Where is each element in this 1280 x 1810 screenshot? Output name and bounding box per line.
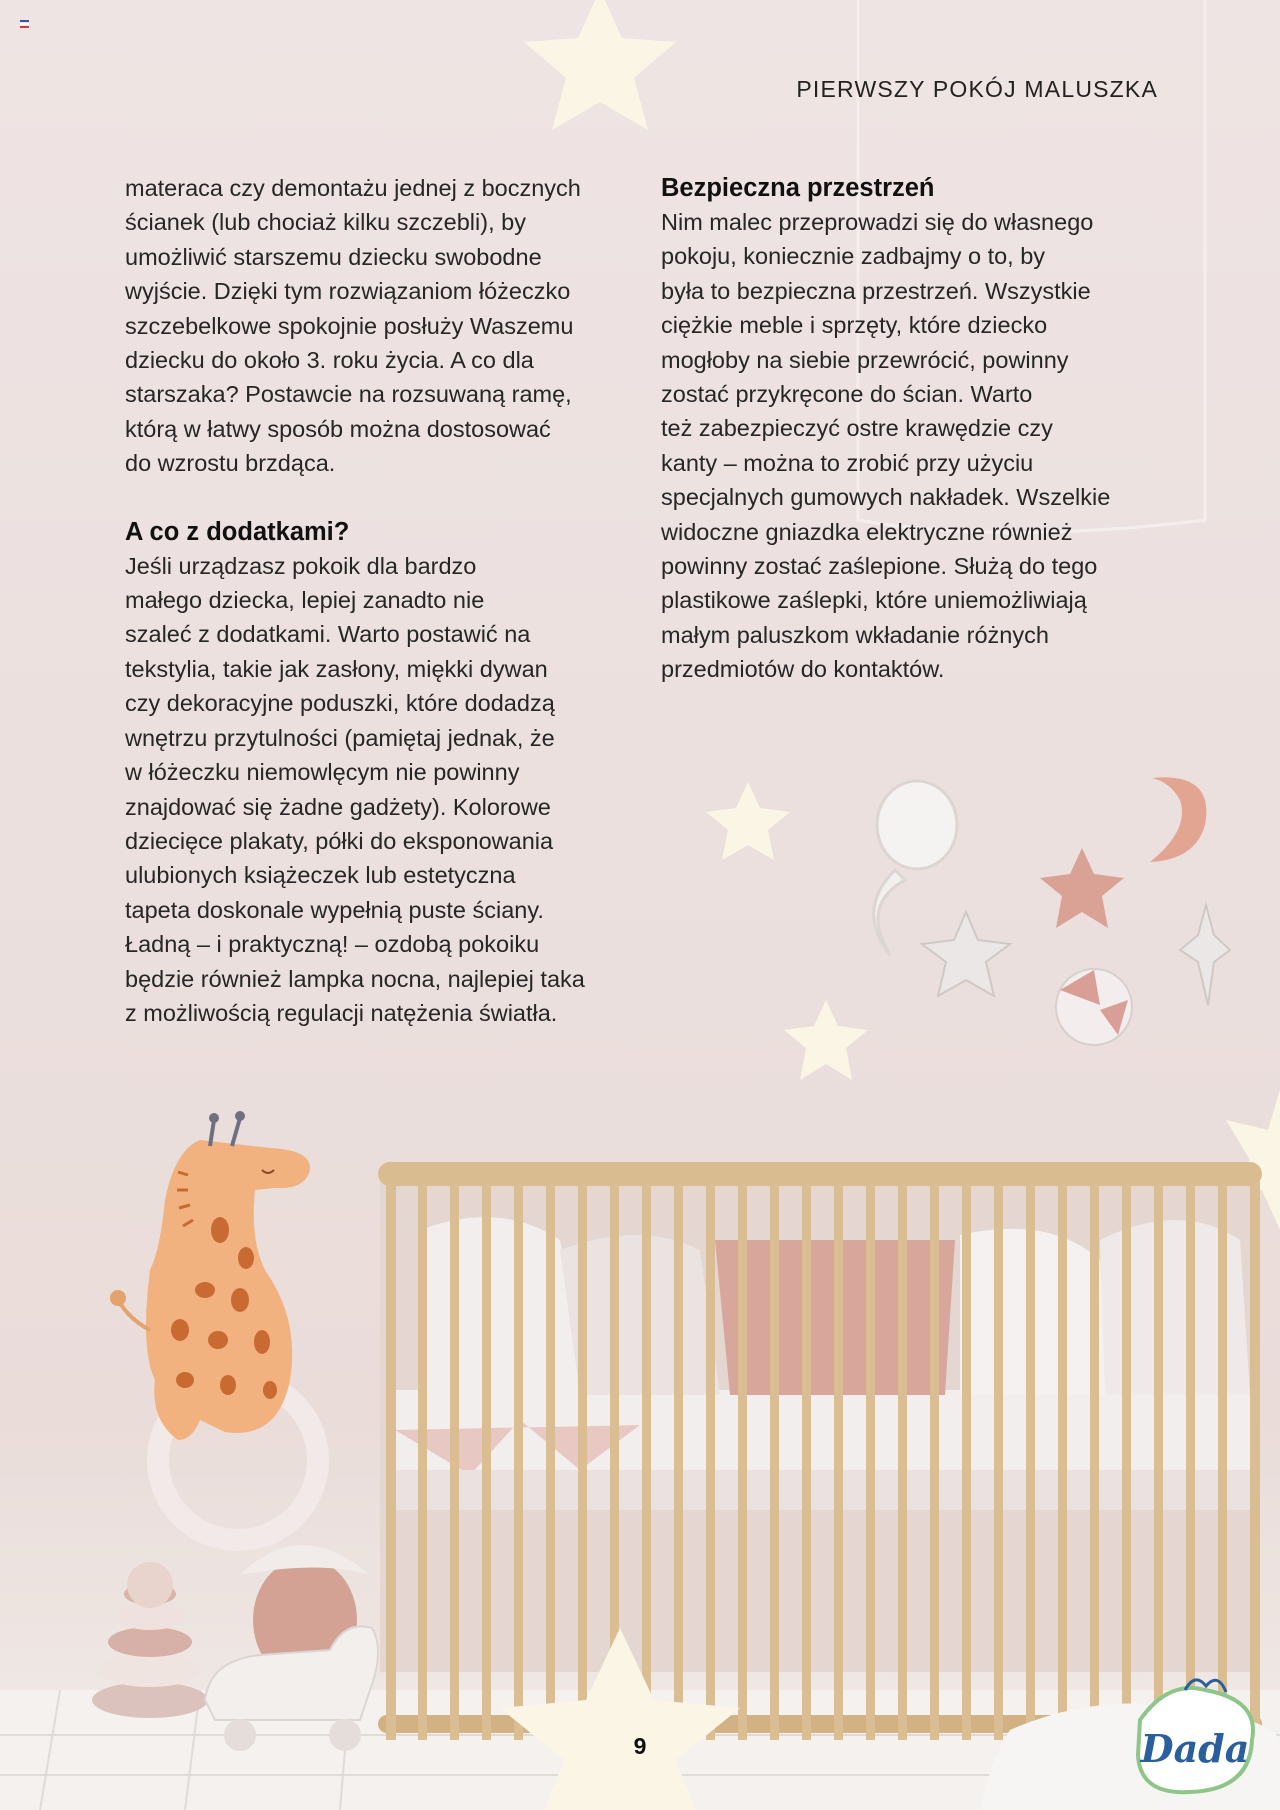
star-small-2-icon [784, 1000, 868, 1080]
giraffe-tail [118, 1300, 150, 1330]
right-column [661, 171, 1181, 687]
star-toy-grey [922, 912, 1010, 996]
stacking-toy [92, 1562, 208, 1718]
section-heading-safe-space: Bezpieczna przestrzeń [661, 174, 935, 202]
section-paragraph-safe-space: Nim malec przeprowadzi się do własnego pokoju, koniecznie zadbajmy o to, by była to bezpieczna przestrzeń. Wszystkie ciężkie meble i sprzęty, które dziecko mogłoby na siebie przewrócić, powinny zostać przykręcone do ścian. Warto też zabezpieczyć ostre krawędzie czy kanty – można to zrobić przy użyciu specjalnych gumowych nakładek. Wszelkie widoczne gniazdka elektryczne również powinny zostać zaślepione. Służą do tego plastikowe zaślepki, które uniemożliwiają małym paluszkom wkładanie różnych przedmiotów do kontaktów. [661, 209, 1111, 683]
cloud-toy [877, 781, 957, 869]
giraffe-body [146, 1140, 310, 1440]
star-toy-side [1180, 905, 1230, 1005]
dada-logo-text: Dada [1140, 1726, 1250, 1771]
left-column [125, 171, 645, 1030]
star-toy-pink [1040, 848, 1124, 928]
section-paragraph-accessories: Jeśli urządzasz pokoik dla bardzo małego dziecka, lepiej zanadto nie szaleć z dodatkami. Warto postawić na tekstylia, takie jak zasłony, miękki dywan czy dekoracyjne poduszki, które dodadzą wnętrzu przytulności (pamiętaj jednak, że w łóżeczku niemowlęcym nie powinny znajdować się żadne gadżety). Kolorowe dziecięce plakaty, półki do eksponowania ulubionych książeczek lub estetyczna tapeta doskonale wypełnią puste ściany. Ładną – i praktyczną! – ozdobą pokoiku będzie również lampka nocna, najlepiej taka z możliwością regulacji natężenia światła. [125, 552, 585, 1026]
intro-paragraph: materaca czy demontażu jednej z bocznych ścianek (lub chociaż kilku szczebli), by umożliwić starszemu dziecku swobodne wyjście. Dzięki tym rozwiązaniom łóżeczko szczebelkowe spokojnie posłuży Waszemu dziecku do około 3. roku życia. A co dla starszaka? Postawcie na rozsuwaną ramę, którą w łatwy sposób można dostosować do wzrostu brzdąca. [125, 175, 581, 477]
page-number: 9 [633, 1733, 647, 1759]
moon-toy-pink [1150, 777, 1206, 862]
star-top-icon [524, 0, 676, 130]
star-small-1-icon [706, 782, 790, 860]
header-title: PIERWSZY POKÓJ MALUSZKA [796, 76, 1158, 102]
giraffe-illustration [110, 1111, 318, 1540]
moon-toy-white [874, 870, 905, 955]
section-heading-accessories: A co z dodatkami? [125, 517, 350, 546]
crib [378, 1162, 1262, 1740]
